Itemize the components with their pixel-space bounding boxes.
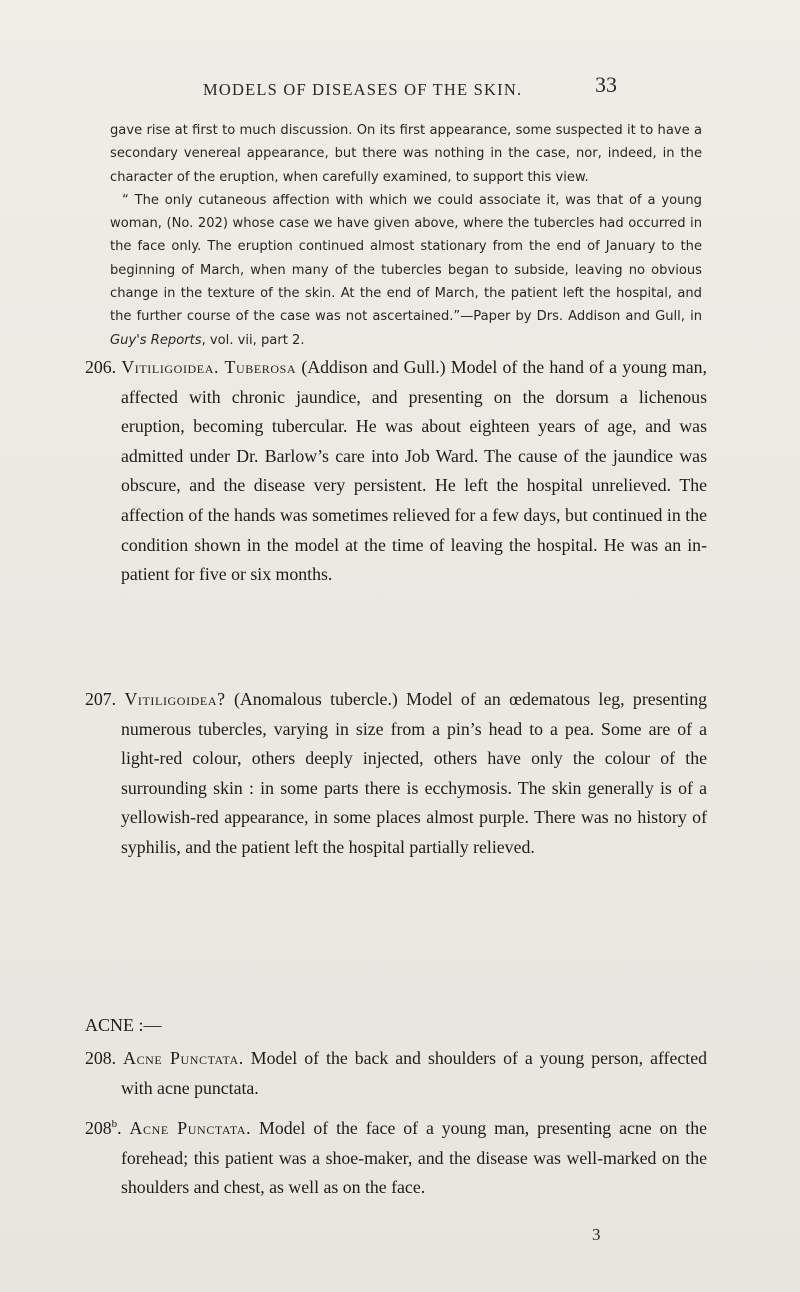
entry-number: 206. <box>85 357 117 377</box>
running-head: MODELS OF DISEASES OF THE SKIN. <box>203 80 523 99</box>
entry-number-suffix: . <box>117 1117 122 1138</box>
excerpt-paragraph-2 <box>110 189 702 352</box>
entry-title: Acne Punctata. <box>123 1048 244 1068</box>
entry-206-body <box>85 353 707 590</box>
entry-208 <box>85 1044 707 1103</box>
entry-207 <box>85 685 707 863</box>
excerpt-quote: “ The only cutaneous affection with which we could associate it, was that of a young woman, (No. 202) whose case we have given above, where the tubercles had occurred in the face only. The eruption continued almost stationary from the end of January to the beginning of March, when many of the tubercles began to subside, leaving no obvious change in the texture of the skin. At the end of March, the patient left the hospital, and the further course of the case was not ascertained.”—Paper by Drs. Addison and Gull, in <box>110 192 702 325</box>
entry-number-superscript: b <box>111 1118 118 1130</box>
entry-number: 208. <box>85 1048 117 1068</box>
entry-text: (Addison and Gull.) Model of the hand of a young man, affected with chronic jaundice, and presenting on the dorsum a lichenous eruption, becoming tubercular. He was about eighteen years of age, and was admitted under Dr. Barlow’s care into Job Ward. The cause of the jaundice was obscure, and the disease very persistent. He left the hospital unrelieved. The affection of the hands was sometimes relieved for a few days, but continued in the condition shown in the model at the time of leaving the hospital. He was an in-patient for five or six months. <box>121 357 707 585</box>
signature-mark: 3 <box>592 1225 601 1244</box>
entry-title: Vitiligoidea? <box>124 689 226 709</box>
entry-207-body <box>85 685 707 863</box>
excerpt-citation-end: , vol. vii, part 2. <box>201 332 305 348</box>
page-number: 33 <box>595 72 617 97</box>
entry-number: 208 <box>85 1117 112 1138</box>
journal-title: Guy's Reports <box>110 332 202 348</box>
entry-title: Vitiligoidea. Tuberosa <box>121 357 297 377</box>
excerpt-paragraph-1: gave rise at first to much discussion. On its first appearance, some suspected it to have a secondary venereal appearance, but there was nothing in the case, nor, indeed, in the character of the eruption, when carefully examined, to support this view. <box>110 123 702 185</box>
entry-208-body <box>85 1044 707 1103</box>
entry-text: (Anomalous tubercle.) Model of an œdematous leg, presenting numerous tubercles, varying in size from a pin’s head to a pea. Some are of a light-red colour, others deeply injected, others have only the colour of the surrounding skin : in some parts there is ecchymosis. The skin generally is of a yellowish-red appearance, in some places almost purple. There was no history of syphilis, and the patient left the hospital partially relieved. <box>121 689 707 857</box>
entry-text: Model of the back and shoulders of a young person, affected with acne punctata. <box>121 1048 707 1098</box>
section-heading-acne: ACNE :— <box>85 1015 162 1035</box>
entry-text: Model of the face of a young man, presenting acne on the forehead; this patient was a shoe-maker, and the disease was well-marked on the shoulders and chest, as well as on the face. <box>121 1117 707 1198</box>
paper-excerpt <box>110 119 702 352</box>
entry-206 <box>85 353 707 590</box>
entry-title: Acne Punctata. <box>129 1117 252 1138</box>
entry-208b-body <box>85 1110 707 1203</box>
entry-208b <box>85 1110 707 1203</box>
entry-number: 207. <box>85 689 117 709</box>
